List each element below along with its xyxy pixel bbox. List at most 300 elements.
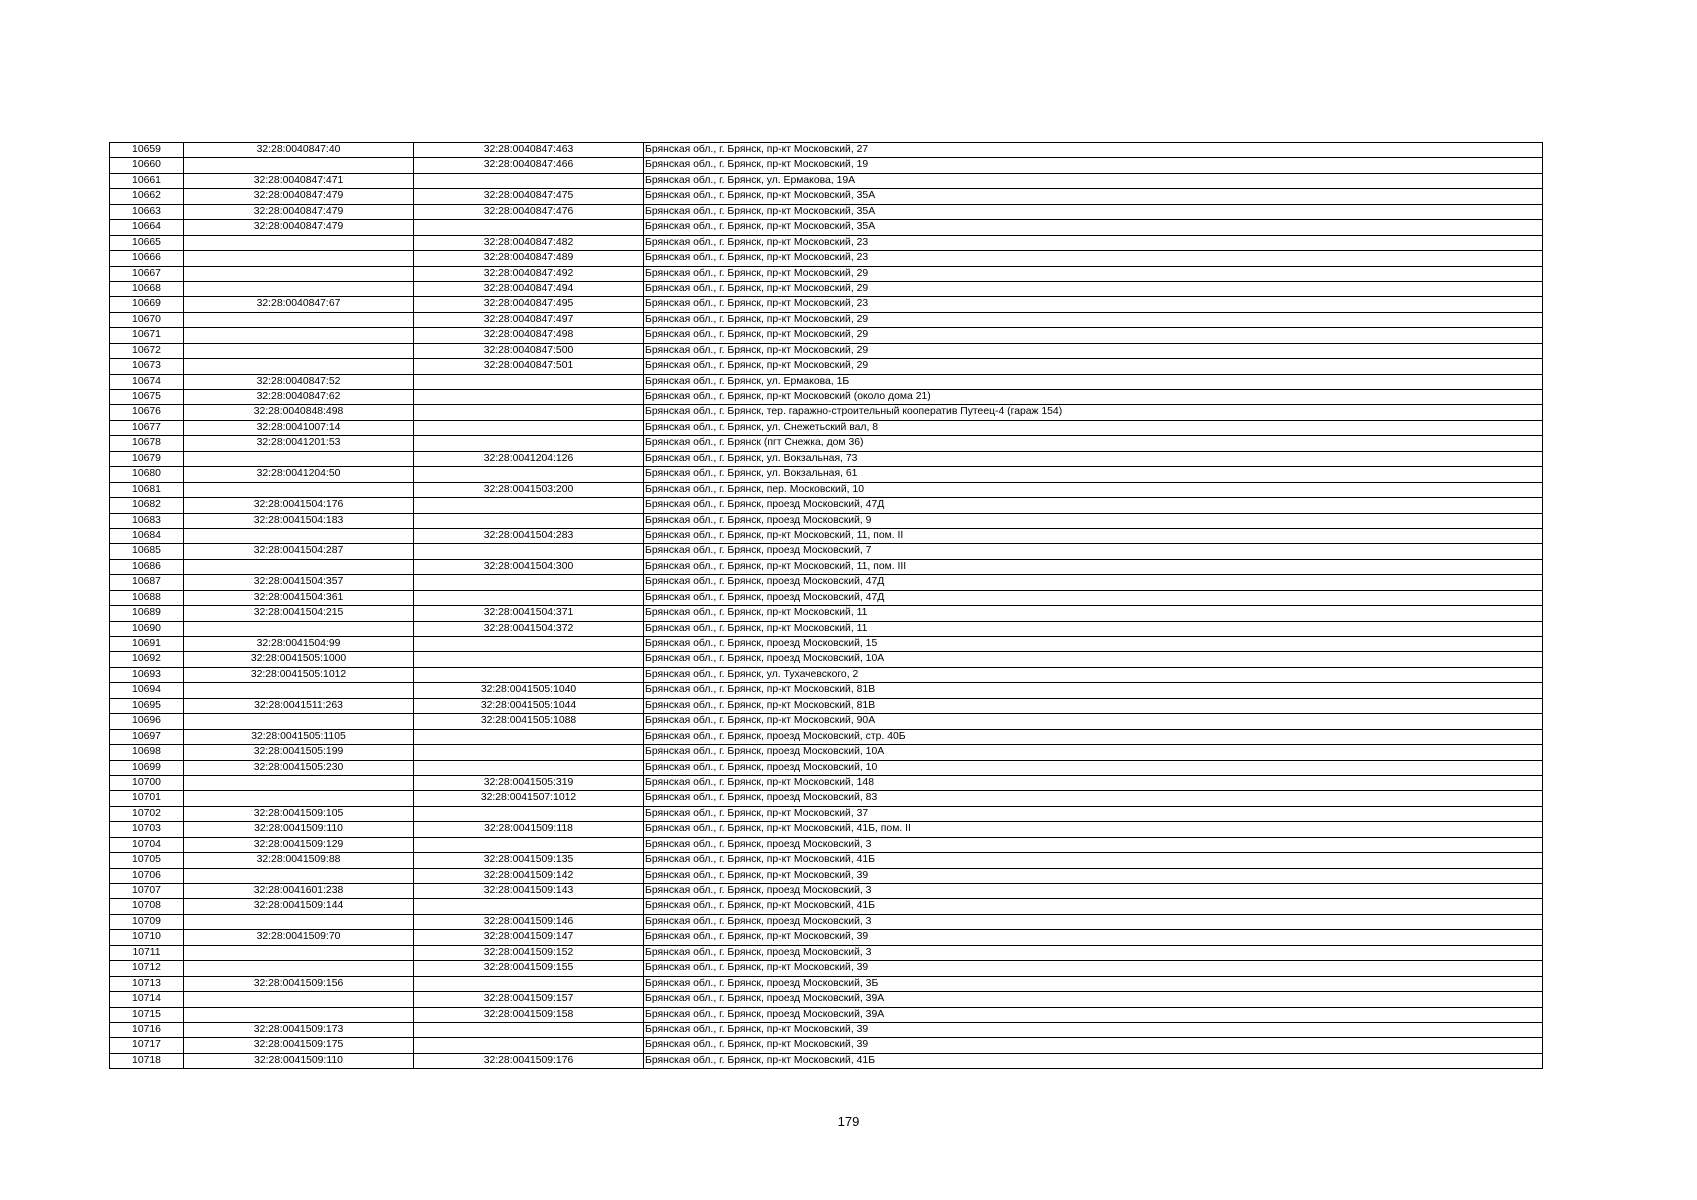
table-row [110, 513, 1543, 528]
cadastral-number-cell: 32:28:0041509:105 [184, 806, 414, 821]
cadastral-number-cell: 32:28:0041509:88 [184, 853, 414, 868]
table-row [110, 528, 1543, 543]
address-cell: Брянская обл., г. Брянск, проезд Московский, 3 [644, 837, 1543, 852]
row-number-cell: 10718 [110, 1053, 184, 1068]
table-row [110, 806, 1543, 821]
row-number-cell: 10696 [110, 714, 184, 729]
row-number-cell: 10706 [110, 868, 184, 883]
row-number-cell: 10684 [110, 528, 184, 543]
object-cadastral-number-cell: 32:28:0040847:500 [414, 343, 644, 358]
cadastral-number-cell: 32:28:0041511:263 [184, 698, 414, 713]
table-row [110, 1053, 1543, 1068]
row-number-cell: 10710 [110, 930, 184, 945]
table-row [110, 729, 1543, 744]
table-row [110, 266, 1543, 281]
cadastral-number-cell: 32:28:0041509:129 [184, 837, 414, 852]
address-cell: Брянская обл., г. Брянск, пр-кт Московский, 29 [644, 343, 1543, 358]
table-row [110, 343, 1543, 358]
table-row [110, 683, 1543, 698]
cadastral-number-cell: 32:28:0041504:176 [184, 498, 414, 513]
table-row [110, 961, 1543, 976]
object-cadastral-number-cell [414, 405, 644, 420]
cadastral-number-cell: 32:28:0040848:498 [184, 405, 414, 420]
table-row [110, 405, 1543, 420]
table-row [110, 297, 1543, 312]
table-row [110, 467, 1543, 482]
row-number-cell: 10714 [110, 992, 184, 1007]
object-cadastral-number-cell: 32:28:0040847:501 [414, 359, 644, 374]
cadastral-number-cell [184, 791, 414, 806]
object-cadastral-number-cell: 32:28:0040847:476 [414, 204, 644, 219]
table-row [110, 390, 1543, 405]
table-row [110, 420, 1543, 435]
table-row [110, 621, 1543, 636]
address-cell: Брянская обл., г. Брянск, ул. Тухачевского, 2 [644, 667, 1543, 682]
address-cell: Брянская обл., г. Брянск, пр-кт Московский, 23 [644, 251, 1543, 266]
object-cadastral-number-cell: 32:28:0040847:482 [414, 235, 644, 250]
row-number-cell: 10700 [110, 775, 184, 790]
row-number-cell: 10659 [110, 143, 184, 158]
cadastral-number-cell: 32:28:0040847:52 [184, 374, 414, 389]
address-cell: Брянская обл., г. Брянск, пр-кт Московский, 41Б, пом. II [644, 822, 1543, 837]
object-cadastral-number-cell [414, 760, 644, 775]
object-cadastral-number-cell: 32:28:0041509:146 [414, 914, 644, 929]
object-cadastral-number-cell: 32:28:0041509:142 [414, 868, 644, 883]
row-number-cell: 10692 [110, 652, 184, 667]
cadastral-number-cell [184, 343, 414, 358]
address-cell: Брянская обл., г. Брянск, пр-кт Московский, 37 [644, 806, 1543, 821]
object-cadastral-number-cell [414, 652, 644, 667]
cadastral-number-cell: 32:28:0040847:40 [184, 143, 414, 158]
row-number-cell: 10673 [110, 359, 184, 374]
cadastral-number-cell: 32:28:0041601:238 [184, 884, 414, 899]
address-cell: Брянская обл., г. Брянск, пр-кт Московский, 11, пом. II [644, 528, 1543, 543]
object-cadastral-number-cell: 32:28:0040847:494 [414, 281, 644, 296]
table-row [110, 1022, 1543, 1037]
cadastral-number-cell [184, 945, 414, 960]
table-row [110, 143, 1543, 158]
table-row [110, 1038, 1543, 1053]
cadastral-number-cell [184, 359, 414, 374]
cadastral-number-cell: 32:28:0041509:173 [184, 1022, 414, 1037]
row-number-cell: 10708 [110, 899, 184, 914]
object-cadastral-number-cell: 32:28:0041507:1012 [414, 791, 644, 806]
address-cell: Брянская обл., г. Брянск, пр-кт Московский, 39 [644, 930, 1543, 945]
address-cell: Брянская обл., г. Брянск, пр-кт Московский, 29 [644, 266, 1543, 281]
table-body [110, 143, 1543, 1069]
cadastral-number-cell: 32:28:0041509:144 [184, 899, 414, 914]
row-number-cell: 10699 [110, 760, 184, 775]
cadastral-number-cell [184, 559, 414, 574]
address-cell: Брянская обл., г. Брянск, пр-кт Московский, 11, пом. III [644, 559, 1543, 574]
object-cadastral-number-cell: 32:28:0041509:118 [414, 822, 644, 837]
object-cadastral-number-cell: 32:28:0041509:152 [414, 945, 644, 960]
address-cell: Брянская обл., г. Брянск, ул. Ермакова, 19А [644, 173, 1543, 188]
cadastral-number-cell [184, 1007, 414, 1022]
table-row [110, 482, 1543, 497]
address-cell: Брянская обл., г. Брянск, ул. Вокзальная, 73 [644, 451, 1543, 466]
row-number-cell: 10676 [110, 405, 184, 420]
row-number-cell: 10702 [110, 806, 184, 821]
cadastral-number-cell: 32:28:0041509:175 [184, 1038, 414, 1053]
property-table [109, 142, 1543, 1069]
row-number-cell: 10704 [110, 837, 184, 852]
object-cadastral-number-cell [414, 467, 644, 482]
address-cell: Брянская обл., г. Брянск, проезд Московский, 10А [644, 652, 1543, 667]
cadastral-number-cell: 32:28:0041505:199 [184, 745, 414, 760]
row-number-cell: 10711 [110, 945, 184, 960]
table-row [110, 374, 1543, 389]
table-row [110, 945, 1543, 960]
cadastral-number-cell [184, 961, 414, 976]
address-cell: Брянская обл., г. Брянск, проезд Московский, 47Д [644, 575, 1543, 590]
address-cell: Брянская обл., г. Брянск, пр-кт Московский, 41Б [644, 1053, 1543, 1068]
row-number-cell: 10661 [110, 173, 184, 188]
row-number-cell: 10690 [110, 621, 184, 636]
table-row [110, 930, 1543, 945]
table-row [110, 1007, 1543, 1022]
table-row [110, 714, 1543, 729]
cadastral-number-cell: 32:28:0041504:357 [184, 575, 414, 590]
row-number-cell: 10701 [110, 791, 184, 806]
object-cadastral-number-cell: 32:28:0040847:489 [414, 251, 644, 266]
row-number-cell: 10689 [110, 606, 184, 621]
table-row [110, 976, 1543, 991]
object-cadastral-number-cell [414, 667, 644, 682]
cadastral-number-cell: 32:28:0040847:479 [184, 204, 414, 219]
row-number-cell: 10666 [110, 251, 184, 266]
address-cell: Брянская обл., г. Брянск, пр-кт Московский, 29 [644, 359, 1543, 374]
table-row [110, 158, 1543, 173]
row-number-cell: 10688 [110, 590, 184, 605]
object-cadastral-number-cell [414, 173, 644, 188]
cadastral-number-cell: 32:28:0041509:70 [184, 930, 414, 945]
cadastral-number-cell [184, 158, 414, 173]
object-cadastral-number-cell: 32:28:0040847:498 [414, 328, 644, 343]
address-cell: Брянская обл., г. Брянск, проезд Московский, 47Д [644, 590, 1543, 605]
row-number-cell: 10707 [110, 884, 184, 899]
row-number-cell: 10683 [110, 513, 184, 528]
row-number-cell: 10681 [110, 482, 184, 497]
row-number-cell: 10705 [110, 853, 184, 868]
object-cadastral-number-cell: 32:28:0040847:495 [414, 297, 644, 312]
row-number-cell: 10667 [110, 266, 184, 281]
object-cadastral-number-cell [414, 1022, 644, 1037]
address-cell: Брянская обл., г. Брянск, пр-кт Московский, 41Б [644, 899, 1543, 914]
object-cadastral-number-cell [414, 575, 644, 590]
address-cell: Брянская обл., г. Брянск, ул. Ермакова, 1Б [644, 374, 1543, 389]
cadastral-number-cell [184, 714, 414, 729]
cadastral-number-cell [184, 868, 414, 883]
object-cadastral-number-cell: 32:28:0040847:497 [414, 312, 644, 327]
cadastral-number-cell [184, 235, 414, 250]
address-cell: Брянская обл., г. Брянск, пр-кт Московский, 11 [644, 606, 1543, 621]
cadastral-number-cell [184, 914, 414, 929]
object-cadastral-number-cell: 32:28:0040847:463 [414, 143, 644, 158]
address-cell: Брянская обл., г. Брянск (пгт Снежка, дом 36) [644, 436, 1543, 451]
cadastral-number-cell [184, 621, 414, 636]
table-row [110, 359, 1543, 374]
cadastral-number-cell: 32:28:0041509:156 [184, 976, 414, 991]
row-number-cell: 10671 [110, 328, 184, 343]
row-number-cell: 10680 [110, 467, 184, 482]
row-number-cell: 10663 [110, 204, 184, 219]
cadastral-number-cell [184, 251, 414, 266]
object-cadastral-number-cell: 32:28:0041505:1044 [414, 698, 644, 713]
row-number-cell: 10672 [110, 343, 184, 358]
object-cadastral-number-cell: 32:28:0041509:157 [414, 992, 644, 1007]
cadastral-number-cell [184, 775, 414, 790]
object-cadastral-number-cell: 32:28:0040847:475 [414, 189, 644, 204]
object-cadastral-number-cell: 32:28:0041503:200 [414, 482, 644, 497]
table-row [110, 544, 1543, 559]
address-cell: Брянская обл., г. Брянск, проезд Московский, 3 [644, 884, 1543, 899]
row-number-cell: 10665 [110, 235, 184, 250]
address-cell: Брянская обл., г. Брянск, пр-кт Московский, 35А [644, 220, 1543, 235]
address-cell: Брянская обл., г. Брянск, проезд Московский, 3 [644, 914, 1543, 929]
table-row [110, 698, 1543, 713]
object-cadastral-number-cell [414, 729, 644, 744]
cadastral-number-cell: 32:28:0041504:361 [184, 590, 414, 605]
address-cell: Брянская обл., г. Брянск, пр-кт Московский, 29 [644, 328, 1543, 343]
row-number-cell: 10703 [110, 822, 184, 837]
row-number-cell: 10668 [110, 281, 184, 296]
table-row [110, 590, 1543, 605]
address-cell: Брянская обл., г. Брянск, проезд Московский, 15 [644, 637, 1543, 652]
address-cell: Брянская обл., г. Брянск, проезд Московский, 39А [644, 992, 1543, 1007]
table-row [110, 251, 1543, 266]
address-cell: Брянская обл., г. Брянск, проезд Московский, 7 [644, 544, 1543, 559]
table-row [110, 498, 1543, 513]
row-number-cell: 10674 [110, 374, 184, 389]
address-cell: Брянская обл., г. Брянск, пр-кт Московский, 81В [644, 683, 1543, 698]
address-cell: Брянская обл., г. Брянск, тер. гаражно-строительный кооператив Путеец-4 (гараж 154) [644, 405, 1543, 420]
address-cell: Брянская обл., г. Брянск, проезд Московский, 10 [644, 760, 1543, 775]
row-number-cell: 10678 [110, 436, 184, 451]
object-cadastral-number-cell [414, 374, 644, 389]
row-number-cell: 10693 [110, 667, 184, 682]
cadastral-number-cell: 32:28:0041505:1000 [184, 652, 414, 667]
row-number-cell: 10675 [110, 390, 184, 405]
address-cell: Брянская обл., г. Брянск, пр-кт Московский, 39 [644, 868, 1543, 883]
object-cadastral-number-cell [414, 544, 644, 559]
page-number: 179 [837, 1114, 860, 1129]
cadastral-number-cell: 32:28:0040847:471 [184, 173, 414, 188]
row-number-cell: 10694 [110, 683, 184, 698]
object-cadastral-number-cell [414, 498, 644, 513]
object-cadastral-number-cell [414, 390, 644, 405]
table-row [110, 775, 1543, 790]
address-cell: Брянская обл., г. Брянск, проезд Московский, 10А [644, 745, 1543, 760]
row-number-cell: 10716 [110, 1022, 184, 1037]
table-row [110, 868, 1543, 883]
cadastral-number-cell [184, 328, 414, 343]
object-cadastral-number-cell [414, 420, 644, 435]
address-cell: Брянская обл., г. Брянск, пр-кт Московский, 23 [644, 297, 1543, 312]
address-cell: Брянская обл., г. Брянск, ул. Вокзальная, 61 [644, 467, 1543, 482]
row-number-cell: 10660 [110, 158, 184, 173]
cadastral-number-cell [184, 528, 414, 543]
table-row [110, 853, 1543, 868]
address-cell: Брянская обл., г. Брянск, проезд Московский, 47Д [644, 498, 1543, 513]
address-cell: Брянская обл., г. Брянск, пр-кт Московский, 39 [644, 1038, 1543, 1053]
object-cadastral-number-cell: 32:28:0041504:372 [414, 621, 644, 636]
cadastral-number-cell: 32:28:0041504:215 [184, 606, 414, 621]
address-cell: Брянская обл., г. Брянск, пр-кт Московский, 90А [644, 714, 1543, 729]
cadastral-number-cell [184, 281, 414, 296]
object-cadastral-number-cell [414, 837, 644, 852]
address-cell: Брянская обл., г. Брянск, пр-кт Московский (около дома 21) [644, 390, 1543, 405]
table-row [110, 328, 1543, 343]
table-row [110, 436, 1543, 451]
address-cell: Брянская обл., г. Брянск, пр-кт Московский, 11 [644, 621, 1543, 636]
object-cadastral-number-cell: 32:28:0041509:155 [414, 961, 644, 976]
cadastral-number-cell [184, 312, 414, 327]
address-cell: Брянская обл., г. Брянск, пр-кт Московский, 35А [644, 189, 1543, 204]
cadastral-number-cell [184, 683, 414, 698]
object-cadastral-number-cell: 32:28:0041509:147 [414, 930, 644, 945]
row-number-cell: 10686 [110, 559, 184, 574]
cadastral-number-cell: 32:28:0041204:50 [184, 467, 414, 482]
object-cadastral-number-cell [414, 513, 644, 528]
table-row [110, 235, 1543, 250]
cadastral-number-cell: 32:28:0041505:1105 [184, 729, 414, 744]
object-cadastral-number-cell [414, 637, 644, 652]
row-number-cell: 10715 [110, 1007, 184, 1022]
object-cadastral-number-cell: 32:28:0041509:176 [414, 1053, 644, 1068]
table-row [110, 220, 1543, 235]
address-cell: Брянская обл., г. Брянск, пр-кт Московский, 41Б [644, 853, 1543, 868]
address-cell: Брянская обл., г. Брянск, проезд Московский, стр. 40Б [644, 729, 1543, 744]
table-row [110, 559, 1543, 574]
table-row [110, 822, 1543, 837]
address-cell: Брянская обл., г. Брянск, ул. Снежетьский вал, 8 [644, 420, 1543, 435]
row-number-cell: 10717 [110, 1038, 184, 1053]
address-cell: Брянская обл., г. Брянск, проезд Московский, 39А [644, 1007, 1543, 1022]
object-cadastral-number-cell: 32:28:0041509:135 [414, 853, 644, 868]
address-cell: Брянская обл., г. Брянск, пр-кт Московский, 35А [644, 204, 1543, 219]
table-row [110, 914, 1543, 929]
row-number-cell: 10662 [110, 189, 184, 204]
cadastral-number-cell: 32:28:0041505:1012 [184, 667, 414, 682]
table-row [110, 575, 1543, 590]
object-cadastral-number-cell: 32:28:0040847:492 [414, 266, 644, 281]
object-cadastral-number-cell [414, 1038, 644, 1053]
row-number-cell: 10712 [110, 961, 184, 976]
row-number-cell: 10682 [110, 498, 184, 513]
object-cadastral-number-cell [414, 436, 644, 451]
table-row [110, 745, 1543, 760]
address-cell: Брянская обл., г. Брянск, пр-кт Московский, 39 [644, 1022, 1543, 1037]
object-cadastral-number-cell: 32:28:0041505:319 [414, 775, 644, 790]
address-cell: Брянская обл., г. Брянск, проезд Московский, 83 [644, 791, 1543, 806]
row-number-cell: 10685 [110, 544, 184, 559]
object-cadastral-number-cell: 32:28:0041504:300 [414, 559, 644, 574]
address-cell: Брянская обл., г. Брянск, пр-кт Московский, 81В [644, 698, 1543, 713]
object-cadastral-number-cell: 32:28:0040847:466 [414, 158, 644, 173]
row-number-cell: 10713 [110, 976, 184, 991]
object-cadastral-number-cell: 32:28:0041504:371 [414, 606, 644, 621]
address-cell: Брянская обл., г. Брянск, пр-кт Московский, 27 [644, 143, 1543, 158]
cadastral-number-cell [184, 451, 414, 466]
table-row [110, 312, 1543, 327]
table-row [110, 667, 1543, 682]
object-cadastral-number-cell: 32:28:0041505:1040 [414, 683, 644, 698]
address-cell: Брянская обл., г. Брянск, проезд Московский, 9 [644, 513, 1543, 528]
row-number-cell: 10695 [110, 698, 184, 713]
object-cadastral-number-cell [414, 976, 644, 991]
row-number-cell: 10669 [110, 297, 184, 312]
row-number-cell: 10679 [110, 451, 184, 466]
cadastral-number-cell: 32:28:0040847:479 [184, 220, 414, 235]
object-cadastral-number-cell [414, 590, 644, 605]
object-cadastral-number-cell: 32:28:0041204:126 [414, 451, 644, 466]
address-cell: Брянская обл., г. Брянск, пр-кт Московский, 39 [644, 961, 1543, 976]
table-row [110, 652, 1543, 667]
cadastral-number-cell [184, 482, 414, 497]
table-row [110, 189, 1543, 204]
row-number-cell: 10698 [110, 745, 184, 760]
cadastral-number-cell: 32:28:0040847:479 [184, 189, 414, 204]
table-row [110, 606, 1543, 621]
cadastral-number-cell [184, 992, 414, 1007]
table-row [110, 451, 1543, 466]
row-number-cell: 10687 [110, 575, 184, 590]
cadastral-number-cell [184, 266, 414, 281]
object-cadastral-number-cell [414, 899, 644, 914]
table-row [110, 837, 1543, 852]
cadastral-number-cell: 32:28:0041504:287 [184, 544, 414, 559]
row-number-cell: 10664 [110, 220, 184, 235]
address-cell: Брянская обл., г. Брянск, проезд Московский, 3 [644, 945, 1543, 960]
row-number-cell: 10697 [110, 729, 184, 744]
address-cell: Брянская обл., г. Брянск, пр-кт Московский, 29 [644, 281, 1543, 296]
object-cadastral-number-cell: 32:28:0041509:158 [414, 1007, 644, 1022]
object-cadastral-number-cell: 32:28:0041509:143 [414, 884, 644, 899]
object-cadastral-number-cell [414, 806, 644, 821]
address-cell: Брянская обл., г. Брянск, пр-кт Московский, 148 [644, 775, 1543, 790]
address-cell: Брянская обл., г. Брянск, пр-кт Московский, 19 [644, 158, 1543, 173]
table-row [110, 281, 1543, 296]
cadastral-number-cell: 32:28:0040847:67 [184, 297, 414, 312]
table-row [110, 760, 1543, 775]
table-row [110, 204, 1543, 219]
cadastral-number-cell: 32:28:0040847:62 [184, 390, 414, 405]
address-cell: Брянская обл., г. Брянск, проезд Московский, 3Б [644, 976, 1543, 991]
cadastral-number-cell: 32:28:0041504:99 [184, 637, 414, 652]
address-cell: Брянская обл., г. Брянск, пр-кт Московский, 23 [644, 235, 1543, 250]
table-row [110, 637, 1543, 652]
row-number-cell: 10709 [110, 914, 184, 929]
object-cadastral-number-cell [414, 745, 644, 760]
table-row [110, 884, 1543, 899]
table-row [110, 899, 1543, 914]
object-cadastral-number-cell: 32:28:0041504:283 [414, 528, 644, 543]
row-number-cell: 10677 [110, 420, 184, 435]
row-number-cell: 10691 [110, 637, 184, 652]
cadastral-number-cell: 32:28:0041007:14 [184, 420, 414, 435]
cadastral-number-cell: 32:28:0041509:110 [184, 1053, 414, 1068]
address-cell: Брянская обл., г. Брянск, пр-кт Московский, 29 [644, 312, 1543, 327]
cadastral-number-cell: 32:28:0041505:230 [184, 760, 414, 775]
object-cadastral-number-cell: 32:28:0041505:1088 [414, 714, 644, 729]
object-cadastral-number-cell [414, 220, 644, 235]
cadastral-number-cell: 32:28:0041509:110 [184, 822, 414, 837]
table-row [110, 791, 1543, 806]
row-number-cell: 10670 [110, 312, 184, 327]
cadastral-number-cell: 32:28:0041201:53 [184, 436, 414, 451]
table-row [110, 992, 1543, 1007]
